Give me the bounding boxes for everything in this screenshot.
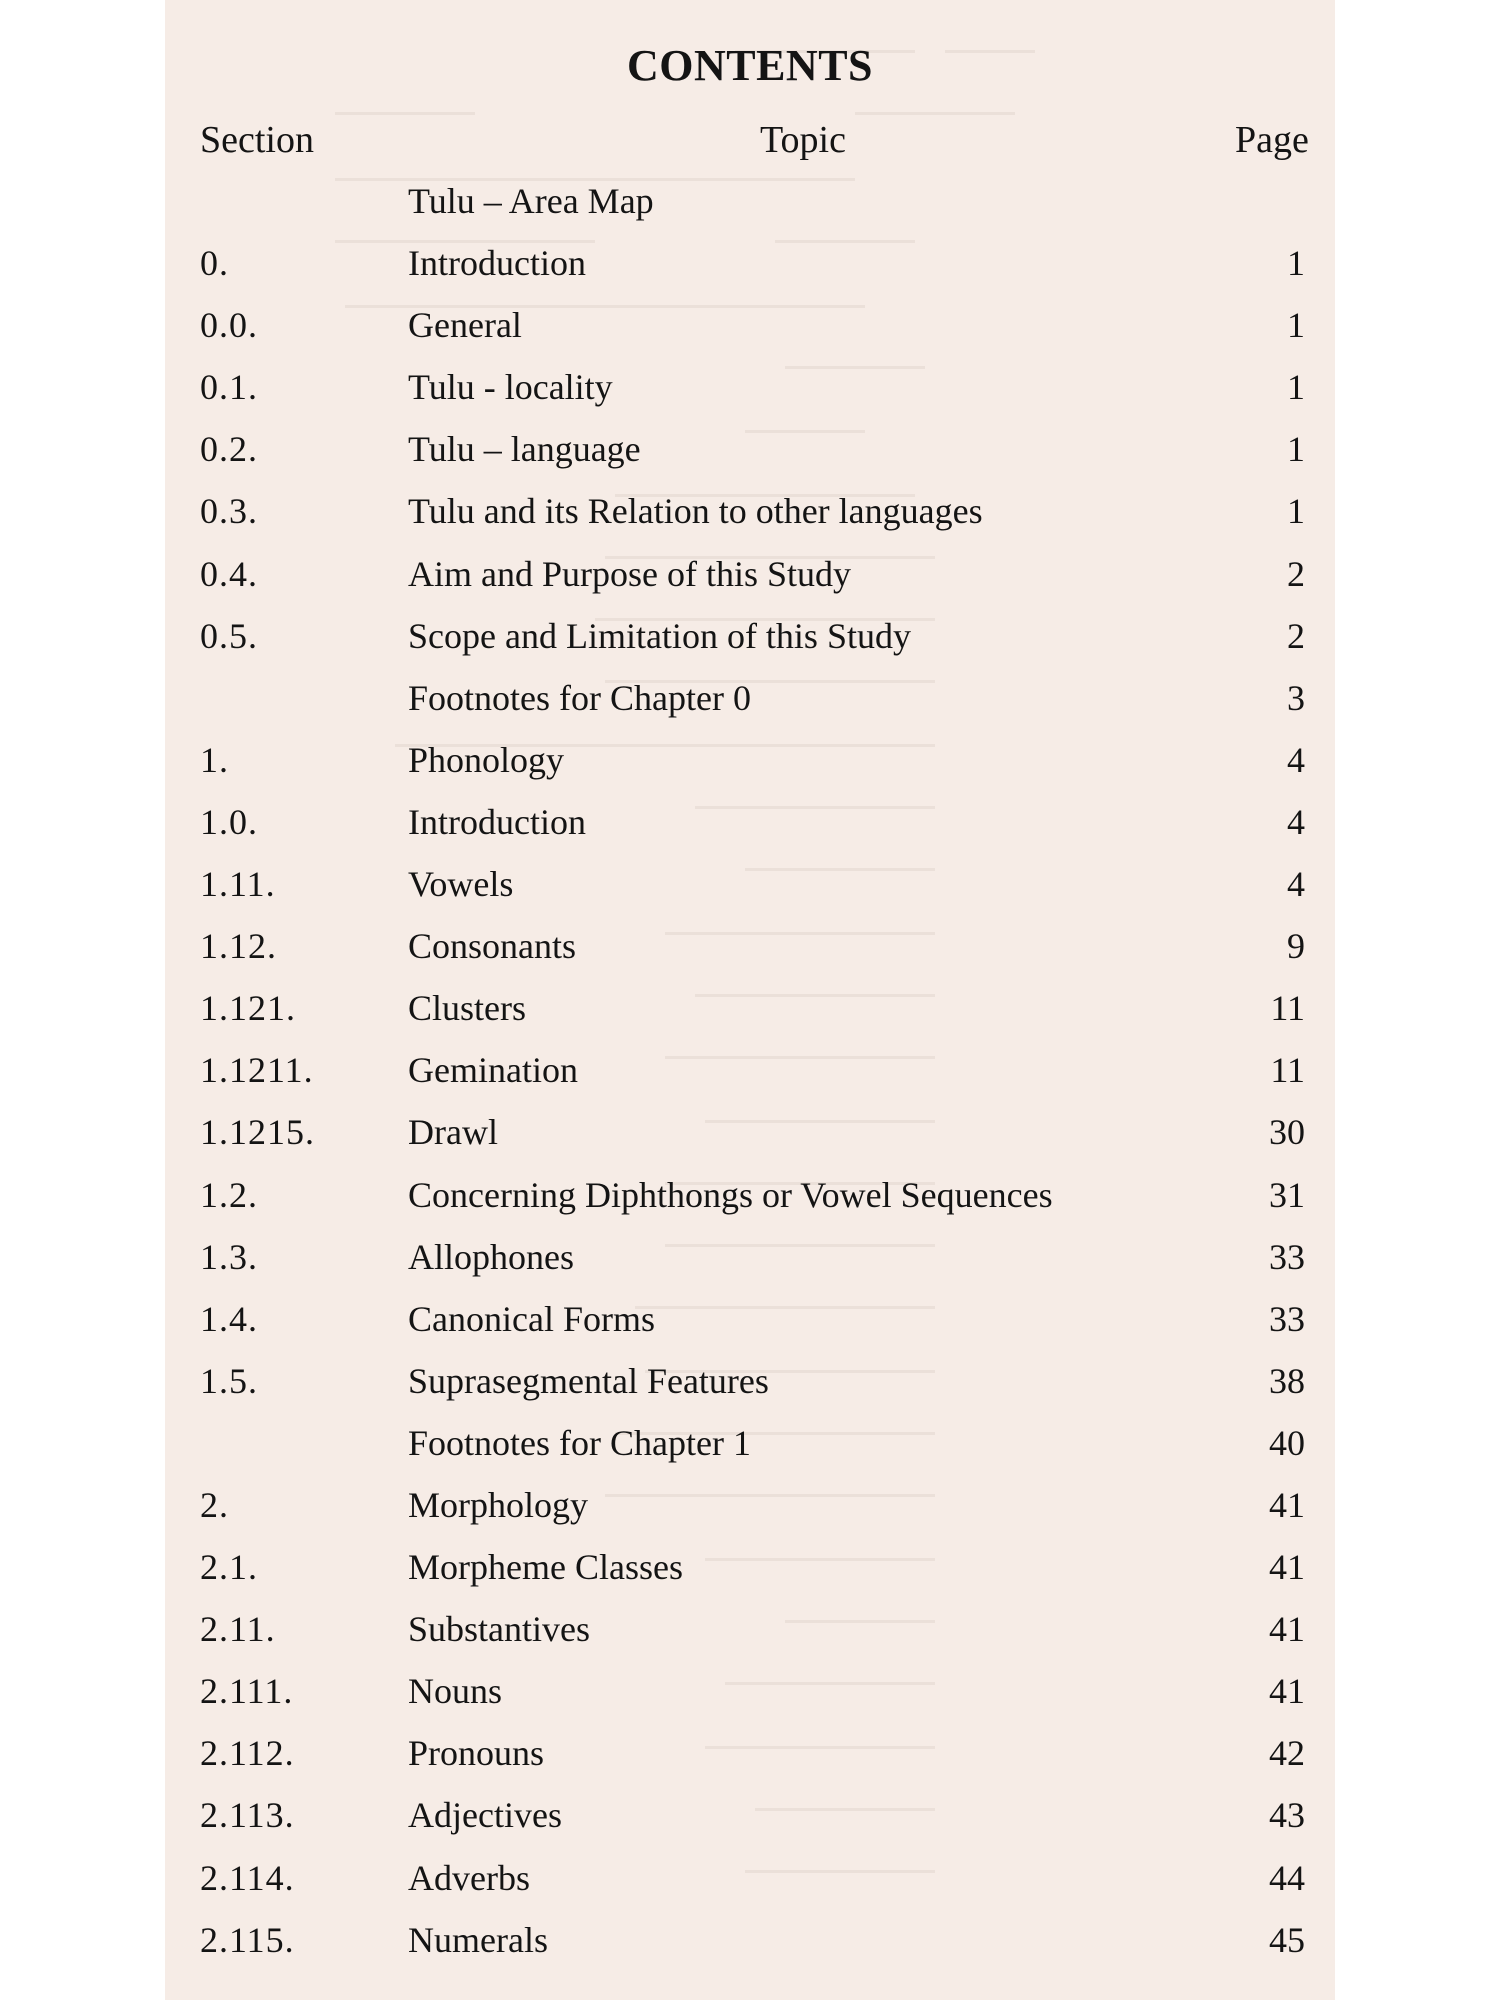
toc-entry bbox=[165, 739, 1335, 801]
section-number: 0.2. bbox=[200, 429, 258, 470]
topic-title: Nouns bbox=[408, 1671, 503, 1712]
page-number: 1 bbox=[1287, 429, 1305, 470]
topic-title: General bbox=[408, 305, 522, 346]
toc-entry bbox=[165, 677, 1335, 739]
page-number: 43 bbox=[1269, 1795, 1305, 1836]
section-number: 2.112. bbox=[200, 1733, 295, 1774]
page-number: 41 bbox=[1269, 1671, 1305, 1712]
section-number: 1.11. bbox=[200, 864, 276, 905]
page-number: 31 bbox=[1269, 1174, 1305, 1215]
page-number: 1 bbox=[1287, 491, 1305, 532]
toc-entry bbox=[165, 1360, 1335, 1422]
toc-entry bbox=[165, 1236, 1335, 1298]
topic-title: Footnotes for Chapter 0 bbox=[408, 677, 751, 718]
topic-title: Phonology bbox=[408, 739, 565, 780]
section-number: 1.2. bbox=[200, 1174, 258, 1215]
contents-page bbox=[165, 0, 1335, 2000]
topic-title: Allophones bbox=[408, 1236, 574, 1277]
section-number: 1. bbox=[200, 739, 229, 780]
section-number: 2.114. bbox=[200, 1857, 295, 1898]
page-number: 33 bbox=[1269, 1236, 1305, 1277]
topic-title: Tulu - locality bbox=[408, 367, 613, 408]
toc-entry bbox=[165, 1857, 1335, 1919]
topic-column-header: Topic bbox=[760, 119, 846, 161]
toc-entry bbox=[165, 925, 1335, 987]
topic-title: Footnotes for Chapter 1 bbox=[408, 1422, 751, 1463]
topic-title: Adverbs bbox=[408, 1857, 530, 1898]
page-number: 4 bbox=[1287, 801, 1305, 842]
page-number: 40 bbox=[1269, 1422, 1305, 1463]
section-number: 1.3. bbox=[200, 1236, 258, 1277]
page-number: 1 bbox=[1287, 305, 1305, 346]
page-number: 45 bbox=[1269, 1919, 1305, 1960]
topic-title: Morphology bbox=[408, 1484, 588, 1525]
section-number: 0.0. bbox=[200, 305, 258, 346]
section-number: 1.121. bbox=[200, 988, 296, 1029]
section-number: 0.3. bbox=[200, 491, 258, 532]
topic-title: Suprasegmental Features bbox=[408, 1360, 769, 1401]
page-number: 2 bbox=[1287, 553, 1305, 594]
toc-entry bbox=[165, 1484, 1335, 1546]
toc-entry bbox=[165, 490, 1335, 552]
section-number: 1.12. bbox=[200, 926, 277, 967]
section-number: 2.1. bbox=[200, 1547, 258, 1588]
section-number: 2.115. bbox=[200, 1919, 295, 1960]
toc-entry bbox=[165, 366, 1335, 428]
toc-entry bbox=[165, 180, 1335, 242]
page-number: 44 bbox=[1269, 1857, 1305, 1898]
topic-title: Drawl bbox=[408, 1112, 498, 1153]
page-number: 11 bbox=[1270, 1050, 1305, 1091]
topic-title: Morpheme Classes bbox=[408, 1547, 683, 1588]
topic-title: Aim and Purpose of this Study bbox=[408, 553, 852, 594]
topic-title: Gemination bbox=[408, 1050, 578, 1091]
toc-entry bbox=[165, 1794, 1335, 1856]
toc-entry bbox=[165, 304, 1335, 366]
toc-entry bbox=[165, 863, 1335, 925]
contents-list bbox=[165, 180, 1335, 1981]
section-number: 0.1. bbox=[200, 367, 258, 408]
section-number: 2.113. bbox=[200, 1795, 295, 1836]
page-number: 9 bbox=[1287, 926, 1305, 967]
section-number: 1.1215. bbox=[200, 1112, 315, 1153]
topic-title: Adjectives bbox=[408, 1795, 562, 1836]
topic-title: Introduction bbox=[408, 801, 586, 842]
topic-title: Pronouns bbox=[408, 1733, 545, 1774]
page-number: 33 bbox=[1269, 1298, 1305, 1339]
topic-title: Vowels bbox=[408, 864, 514, 905]
toc-entry bbox=[165, 801, 1335, 863]
toc-entry bbox=[165, 1608, 1335, 1670]
section-number: 0.4. bbox=[200, 553, 258, 594]
page-number: 42 bbox=[1269, 1733, 1305, 1774]
page-column-header: Page bbox=[1235, 119, 1309, 161]
topic-title: Introduction bbox=[408, 243, 586, 284]
section-number: 0.5. bbox=[200, 615, 258, 656]
topic-title: Substantives bbox=[408, 1609, 591, 1650]
topic-title: Clusters bbox=[408, 988, 527, 1029]
toc-entry bbox=[165, 553, 1335, 615]
page-number: 4 bbox=[1287, 864, 1305, 905]
topic-title: Tulu – language bbox=[408, 429, 641, 470]
page-number: 4 bbox=[1287, 739, 1305, 780]
toc-entry bbox=[165, 1174, 1335, 1236]
topic-title: Canonical Forms bbox=[408, 1298, 655, 1339]
toc-entry bbox=[165, 1049, 1335, 1111]
section-number: 2.111. bbox=[200, 1671, 294, 1712]
section-number: 2.11. bbox=[200, 1609, 276, 1650]
toc-entry bbox=[165, 1919, 1335, 1981]
toc-entry bbox=[165, 1732, 1335, 1794]
section-column-header: Section bbox=[200, 119, 314, 161]
page-number: 38 bbox=[1269, 1360, 1305, 1401]
topic-title: Tulu – Area Map bbox=[408, 181, 654, 221]
section-number: 2. bbox=[200, 1484, 229, 1525]
toc-entry bbox=[165, 1422, 1335, 1484]
toc-entry bbox=[165, 428, 1335, 490]
page-number: 41 bbox=[1269, 1547, 1305, 1588]
page-number: 30 bbox=[1269, 1112, 1305, 1153]
section-number: 0. bbox=[200, 243, 229, 284]
topic-title: Scope and Limitation of this Study bbox=[408, 615, 911, 656]
section-number: 1.1211. bbox=[200, 1050, 314, 1091]
page-number: 3 bbox=[1287, 677, 1305, 718]
page-number: 11 bbox=[1270, 988, 1305, 1029]
toc-entry bbox=[165, 987, 1335, 1049]
topic-title: Consonants bbox=[408, 926, 577, 967]
page-number: 2 bbox=[1287, 615, 1305, 656]
section-number: 1.0. bbox=[200, 801, 258, 842]
toc-entry bbox=[165, 242, 1335, 304]
page-number: 41 bbox=[1269, 1484, 1305, 1525]
page-number: 1 bbox=[1287, 367, 1305, 408]
toc-entry bbox=[165, 1298, 1335, 1360]
toc-entry bbox=[165, 1670, 1335, 1732]
page-number: 1 bbox=[1287, 243, 1305, 284]
page-title: CONTENTS bbox=[626, 41, 874, 90]
topic-title: Concerning Diphthongs or Vowel Sequences bbox=[408, 1174, 1053, 1215]
toc-entry bbox=[165, 1111, 1335, 1173]
section-number: 1.4. bbox=[200, 1298, 258, 1339]
topic-title: Numerals bbox=[408, 1919, 548, 1960]
topic-title: Tulu and its Relation to other languages bbox=[408, 491, 983, 532]
toc-entry bbox=[165, 1546, 1335, 1608]
section-number: 1.5. bbox=[200, 1360, 258, 1401]
page-number: 41 bbox=[1269, 1609, 1305, 1650]
toc-entry bbox=[165, 615, 1335, 677]
